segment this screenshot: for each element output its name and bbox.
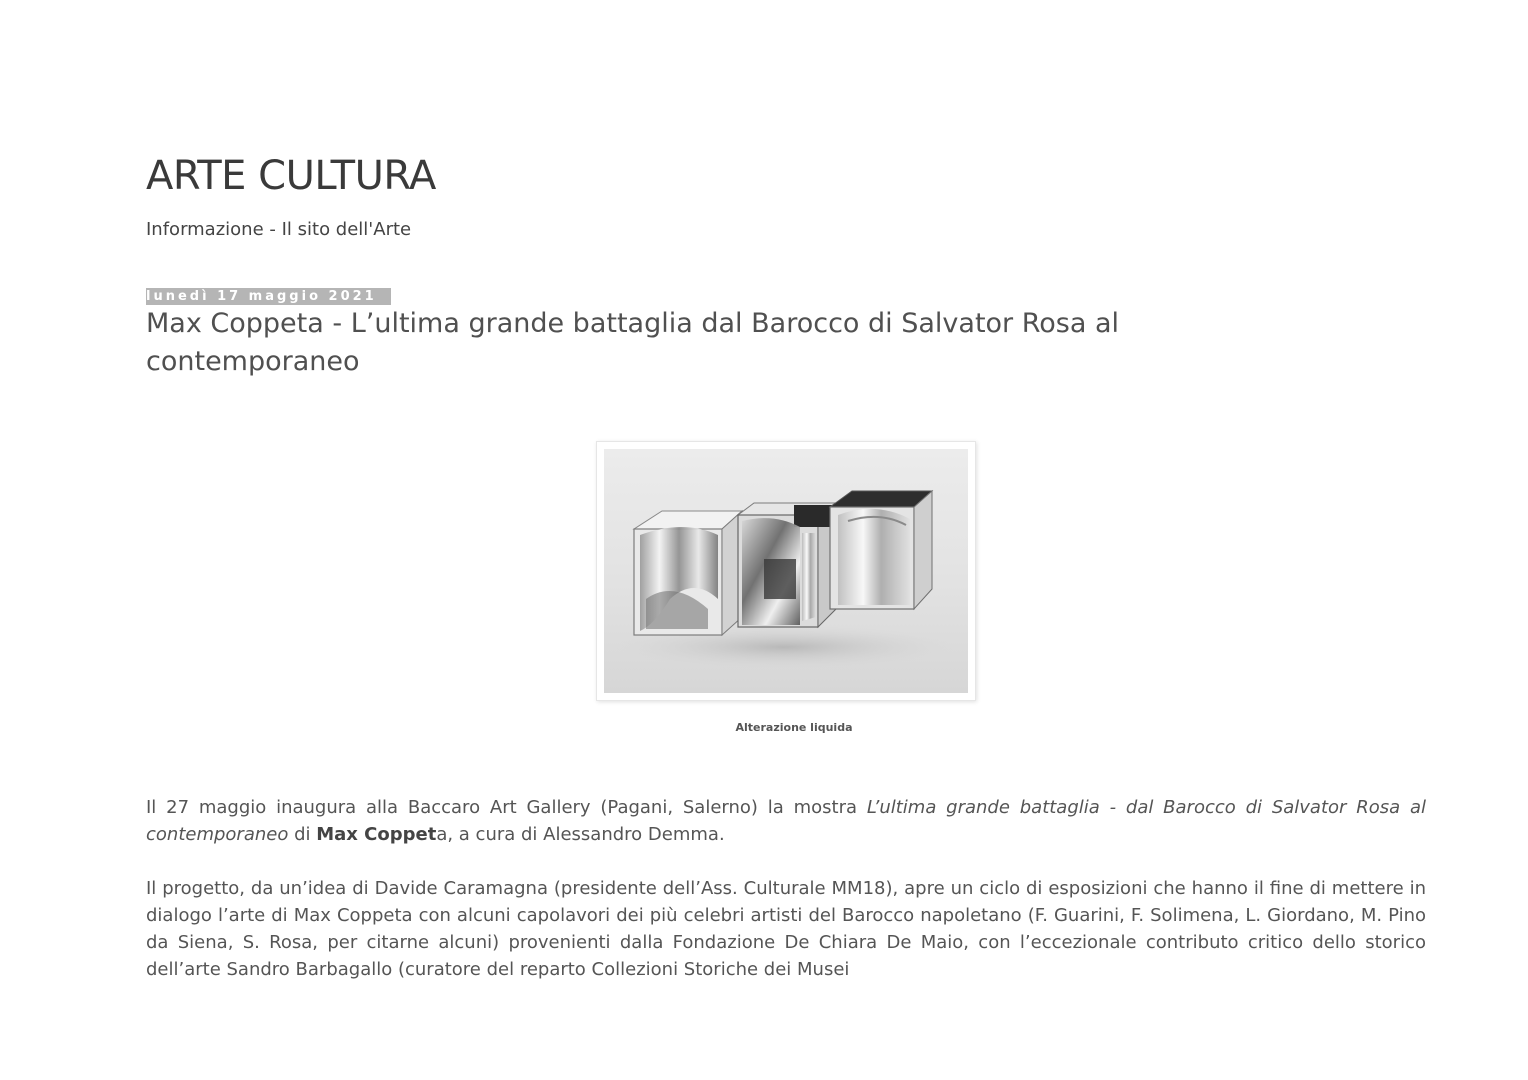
- post-paragraph-1: [146, 794, 1426, 848]
- post-body: [146, 794, 1426, 983]
- p1-text-a: Il 27 maggio inaugura alla Baccaro Art Gallery (Pagani, Salerno) la mostra: [146, 797, 867, 818]
- image-caption: Alterazione liquida: [735, 721, 853, 734]
- exhibition-title-italic: L’ultima grande battaglia - dal Barocco di Salvator Rosa al contemporaneo: [146, 797, 1427, 845]
- p1-text-c: di: [288, 824, 317, 845]
- post-paragraph-2: Il progetto, da un’idea di Davide Caramagna (presidente dell’Ass. Culturale MM18), apre un ciclo di esposizioni che hanno il fine di mettere in dialogo l’arte di Max Coppeta con alcuni capolavori dei più celebri artisti del Barocco napoletano (F. Guarini, F. Solimena, L. Giordano, M. Pino da Siena, S. Rosa, per citarne alcuni) provenienti dalla Fondazione De Chiara De Maio, con l’eccezionale contributo critico dello storico dell’arte Sandro Barbagallo (curatore del reparto Collezioni Storiche dei Musei: [146, 878, 1426, 980]
- post-title[interactable]: Max Coppeta - L’ultima grande battaglia dal Barocco di Salvator Rosa al contemporaneo: [146, 308, 1120, 377]
- artist-name-bold: Max Coppet: [316, 824, 437, 845]
- sculpture-image: [604, 449, 968, 693]
- blog-description: Informazione - Il sito dell'Arte: [146, 219, 412, 240]
- post-figure: [146, 441, 1426, 734]
- blog-title[interactable]: ARTE CULTURA: [146, 153, 436, 199]
- post-image-link[interactable]: [596, 441, 976, 701]
- post-date-header: lunedì 17 maggio 2021: [146, 288, 391, 305]
- p1-text-e: a, a cura di Alessandro Demma.: [436, 824, 725, 845]
- blog-page: [146, 150, 1426, 1010]
